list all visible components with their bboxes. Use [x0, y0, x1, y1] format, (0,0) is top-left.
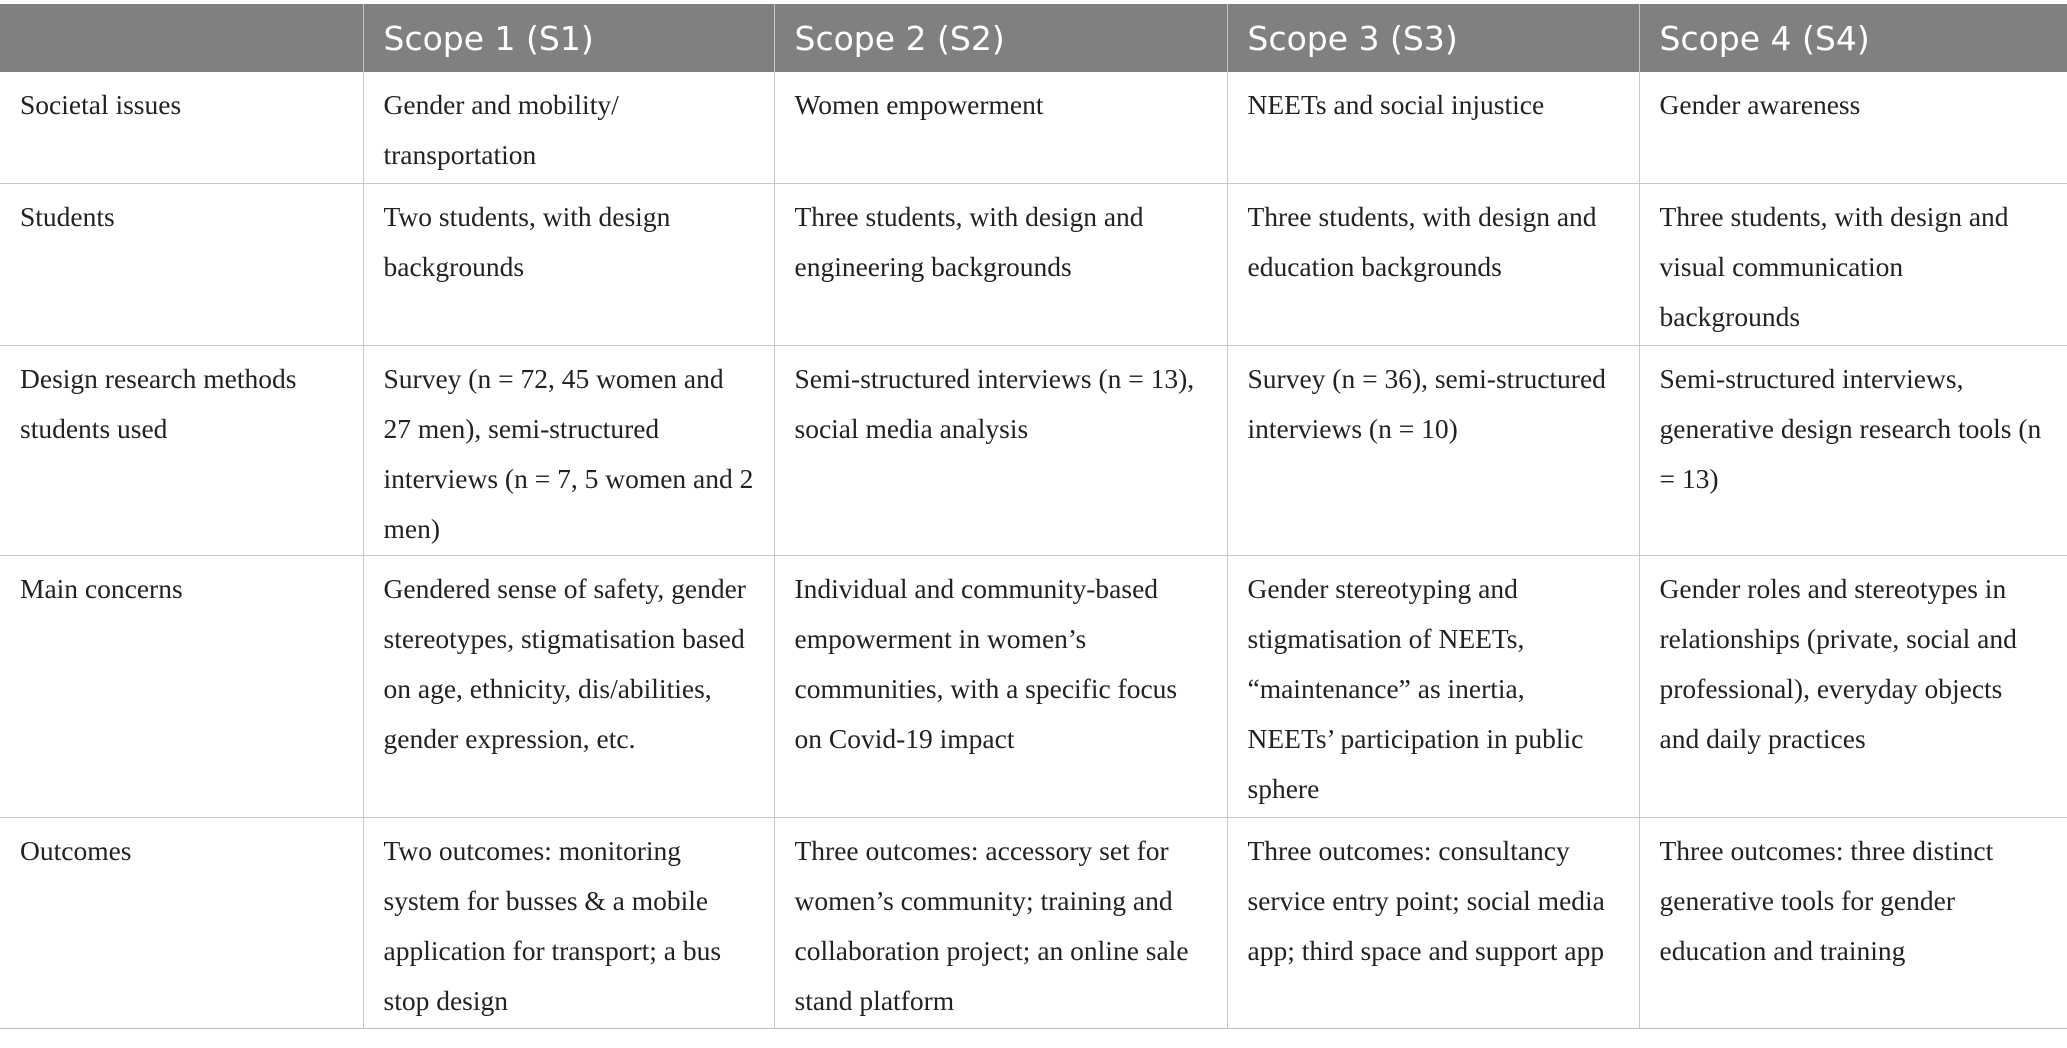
- table-cell: Three outcomes: three distinct generative tools for gender education and training: [1639, 817, 2067, 1028]
- table-row-main-concerns: [0, 555, 2067, 817]
- header-cell-blank: [0, 4, 363, 72]
- row-label: Students: [0, 183, 363, 345]
- scopes-table: [0, 4, 2067, 1029]
- table-cell: Three outcomes: consultancy service entry point; social media app; third space and support app: [1227, 817, 1639, 1028]
- table-cell: Gendered sense of safety, gender stereotypes, stigmatisation based on age, ethnicity, dis/abilities, gender expression, etc.: [363, 555, 774, 817]
- table-row-outcomes: [0, 817, 2067, 1028]
- header-row: [0, 4, 2067, 72]
- row-label: Outcomes: [0, 817, 363, 1028]
- header-cell-scope-2: Scope 2 (S2): [774, 4, 1227, 72]
- scopes-table-container: [0, 4, 2067, 1029]
- header-cell-scope-4: Scope 4 (S4): [1639, 4, 2067, 72]
- table-body: [0, 72, 2067, 1028]
- header-cell-scope-1: Scope 1 (S1): [363, 4, 774, 72]
- table-cell: Semi-structured interviews (n = 13), social media analysis: [774, 345, 1227, 555]
- table-cell: Gender roles and stereotypes in relationships (private, social and professional), everyday objects and daily practices: [1639, 555, 2067, 817]
- table-cell: Survey (n = 72, 45 women and 27 men), semi-structured interviews (n = 7, 5 women and 2 men): [363, 345, 774, 555]
- table-cell: Three students, with design and education backgrounds: [1227, 183, 1639, 345]
- table-row-students: [0, 183, 2067, 345]
- table-cell: Two students, with design backgrounds: [363, 183, 774, 345]
- table-cell: Women empowerment: [774, 72, 1227, 183]
- table-cell: Semi-structured interviews, generative design research tools (n = 13): [1639, 345, 2067, 555]
- table-cell: Gender awareness: [1639, 72, 2067, 183]
- table-cell: Survey (n = 36), semi-structured interviews (n = 10): [1227, 345, 1639, 555]
- table-cell: Gender stereotyping and stigmatisation of NEETs, “maintenance” as inertia, NEETs’ participation in public sphere: [1227, 555, 1639, 817]
- header-cell-scope-3: Scope 3 (S3): [1227, 4, 1639, 72]
- row-label: Main concerns: [0, 555, 363, 817]
- table-cell: Gender and mobility/ transportation: [363, 72, 774, 183]
- table-cell: Individual and community-based empowerment in women’s communities, with a specific focus on Covid-19 impact: [774, 555, 1227, 817]
- table-row-societal-issues: [0, 72, 2067, 183]
- row-label: Design research methods students used: [0, 345, 363, 555]
- table-header: [0, 4, 2067, 72]
- table-row-research-methods: [0, 345, 2067, 555]
- table-cell: Three students, with design and engineering backgrounds: [774, 183, 1227, 345]
- table-cell: Three students, with design and visual communication backgrounds: [1639, 183, 2067, 345]
- table-cell: Three outcomes: accessory set for women’s community; training and collaboration project; an online sale stand platform: [774, 817, 1227, 1028]
- table-cell: Two outcomes: monitoring system for busses & a mobile application for transport; a bus stop design: [363, 817, 774, 1028]
- row-label: Societal issues: [0, 72, 363, 183]
- table-cell: NEETs and social injustice: [1227, 72, 1639, 183]
